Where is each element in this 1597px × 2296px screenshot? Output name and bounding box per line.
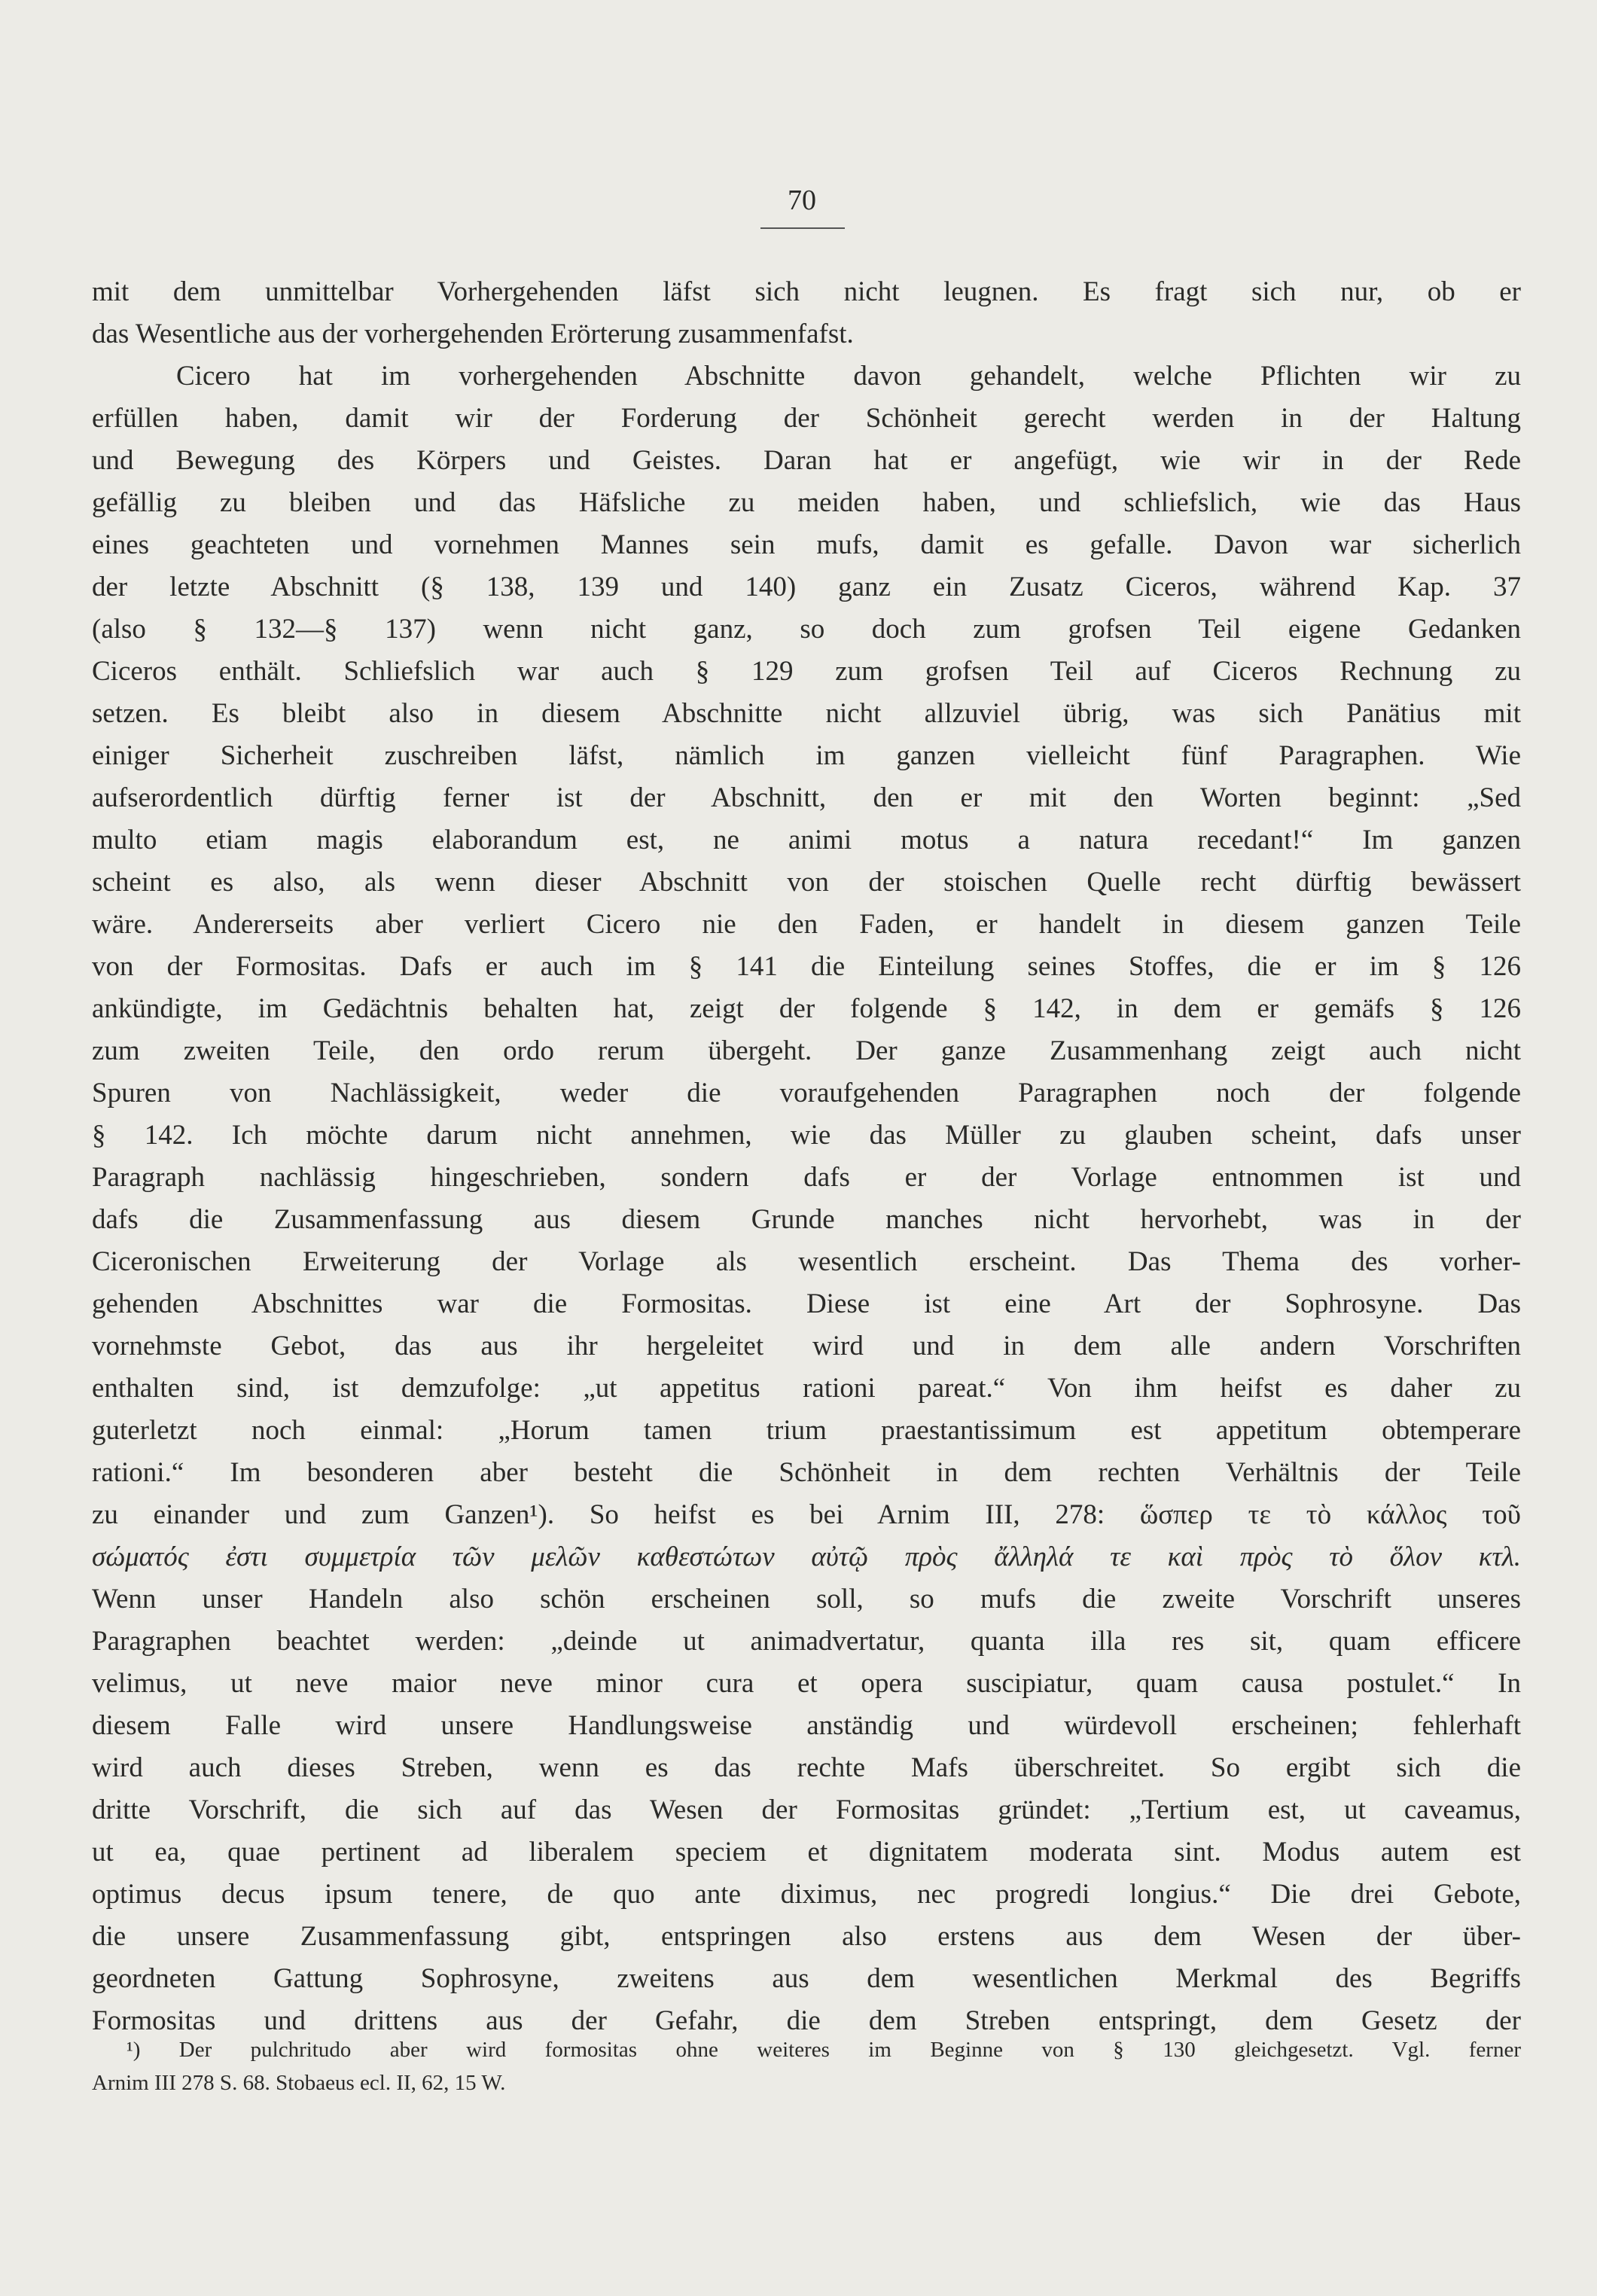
text-line: Paragraph nachlässig hingeschrieben, sondern dafs er der Vorlage entnommen ist und (92, 1162, 1521, 1193)
text-line: enthalten sind, ist demzufolge: „ut appetitus rationi pareat.“ Von ihm heifst es daher zu (92, 1373, 1521, 1404)
text-line: § 142. Ich möchte darum nicht annehmen, wie das Müller zu glauben scheint, dafs unser (92, 1120, 1521, 1151)
text-line: Spuren von Nachlässigkeit, weder die voraufgehenden Paragraphen noch der folgende (92, 1078, 1521, 1108)
text-line: Wenn unser Handeln also schön erscheinen soll, so mufs die zweite Vorschrift unseres (92, 1584, 1521, 1615)
text-line: von der Formositas. Dafs er auch im § 141 die Einteilung seines Stoffes, die er im § 126 (92, 951, 1521, 982)
text-line: aufserordentlich dürftig ferner ist der Abschnitt, den er mit den Worten beginnt: „Sed (92, 782, 1521, 813)
footnote-line: Arnim III 278 S. 68. Stobaeus ecl. II, 62, 15 W. (92, 2071, 506, 2095)
text-line: erfüllen haben, damit wir der Forderung der Schönheit gerecht werden in der Haltung (92, 403, 1521, 434)
text-line: multo etiam magis elaborandum est, ne animi motus a natura recedant!“ Im ganzen (92, 825, 1521, 855)
text-line: diesem Falle wird unsere Handlungsweise anständig und würdevoll erscheinen; fehlerhaft (92, 1710, 1521, 1741)
page-number: 70 (788, 184, 816, 216)
text-line: gefällig zu bleiben und das Häfsliche zu meiden haben, und schliefslich, wie das Haus (92, 487, 1521, 518)
text-line: scheint es also, als wenn dieser Abschnitt von der stoischen Quelle recht dürftig bewässert (92, 867, 1521, 898)
text-line: Ciceros enthält. Schliefslich war auch § 129 zum grofsen Teil auf Ciceros Rechnung zu (92, 656, 1521, 687)
text-line: geordneten Gattung Sophrosyne, zweitens aus dem wesentlichen Merkmal des Begriffs (92, 1963, 1521, 1994)
text-line: Ciceronischen Erweiterung der Vorlage als wesentlich erscheint. Das Thema des vorher- (92, 1246, 1521, 1277)
text-line: ankündigte, im Gedächtnis behalten hat, zeigt der folgende § 142, in dem er gemäfs § 126 (92, 993, 1521, 1024)
body-text (92, 271, 1521, 2042)
text-line: optimus decus ipsum tenere, de quo ante diximus, nec progredi longius.“ Die drei Gebote, (92, 1879, 1521, 1910)
text-line: mit dem unmittelbar Vorhergehenden läfst sich nicht leugnen. Es fragt sich nur, ob er (92, 276, 1521, 307)
text-line: rationi.“ Im besonderen aber besteht die Schönheit in dem rechten Verhältnis der Teile (92, 1457, 1521, 1488)
text-line: zu einander und zum Ganzen¹). So heifst es bei Arnim III, 278: ὥσπερ τε τὸ κάλλος τοῦ (92, 1499, 1521, 1530)
text-line: der letzte Abschnitt (§ 138, 139 und 140) ganz ein Zusatz Ciceros, während Kap. 37 (92, 572, 1521, 602)
text-line: ut ea, quae pertinent ad liberalem speciem et dignitatem moderata sint. Modus autem est (92, 1837, 1521, 1868)
text-line: Paragraphen beachtet werden: „deinde ut animadvertatur, quanta illa res sit, quam efficere (92, 1626, 1521, 1657)
text-line: wird auch dieses Streben, wenn es das rechte Mafs überschreitet. So ergibt sich die (92, 1752, 1521, 1783)
text-line: die unsere Zusammenfassung gibt, entspringen also erstens aus dem Wesen der über- (92, 1921, 1521, 1952)
footnotes (92, 2033, 1521, 2099)
text-line: das Wesentliche aus der vorhergehenden Erörterung zusammenfafst. (92, 319, 854, 349)
text-line: vornehmste Gebot, das aus ihr hergeleitet wird und in dem alle andern Vorschriften (92, 1331, 1521, 1361)
text-line: guterletzt noch einmal: „Horum tamen trium praestantissimum est appetitum obtemperare (92, 1415, 1521, 1446)
text-line: eines geachteten und vornehmen Mannes sein mufs, damit es gefalle. Davon war sicherlich (92, 529, 1521, 560)
text-line: und Bewegung des Körpers und Geistes. Daran hat er angefügt, wie wir in der Rede (92, 445, 1521, 476)
footnote-line: ¹) Der pulchritudo aber wird formositas ohne weiteres im Beginne von § 130 gleichgesetzt. Vgl. ferner (126, 2038, 1521, 2062)
text-line: dafs die Zusammenfassung aus diesem Grunde manches nicht hervorhebt, was in der (92, 1204, 1521, 1235)
text-line: wäre. Andererseits aber verliert Cicero nie den Faden, er handelt in diesem ganzen Teile (92, 909, 1521, 940)
text-line: zum zweiten Teile, den ordo rerum übergeht. Der ganze Zusammenhang zeigt auch nicht (92, 1035, 1521, 1066)
text-line: (also § 132—§ 137) wenn nicht ganz, so doch zum grofsen Teil eigene Gedanken (92, 614, 1521, 645)
text-line: dritte Vorschrift, die sich auf das Wesen der Formositas gründet: „Tertium est, ut caveamus, (92, 1794, 1521, 1825)
text-line: Formositas und drittens aus der Gefahr, die dem Streben entspringt, dem Gesetz der (92, 2005, 1521, 2036)
text-line: setzen. Es bleibt also in diesem Abschnitte nicht allzuviel übrig, was sich Panätius mit (92, 698, 1521, 729)
text-line: Cicero hat im vorhergehenden Abschnitte davon gehandelt, welche Pflichten wir zu (176, 361, 1521, 392)
text-line: gehenden Abschnittes war die Formositas. Diese ist eine Art der Sophrosyne. Das (92, 1288, 1521, 1319)
greek-text-line: σώματός ἐστι συμμετρία τῶν μελῶν καθεστώτων αὐτῷ πρὸς ἄλληλά τε καὶ πρὸς τὸ ὅλον κτλ. (92, 1541, 1521, 1572)
text-line: einiger Sicherheit zuschreiben läfst, nämlich im ganzen vielleicht fünf Paragraphen. Wie (92, 740, 1521, 771)
page-number-rule (760, 227, 845, 229)
text-line: velimus, ut neve maior neve minor cura et opera suscipiatur, quam causa postulet.“ In (92, 1668, 1521, 1699)
